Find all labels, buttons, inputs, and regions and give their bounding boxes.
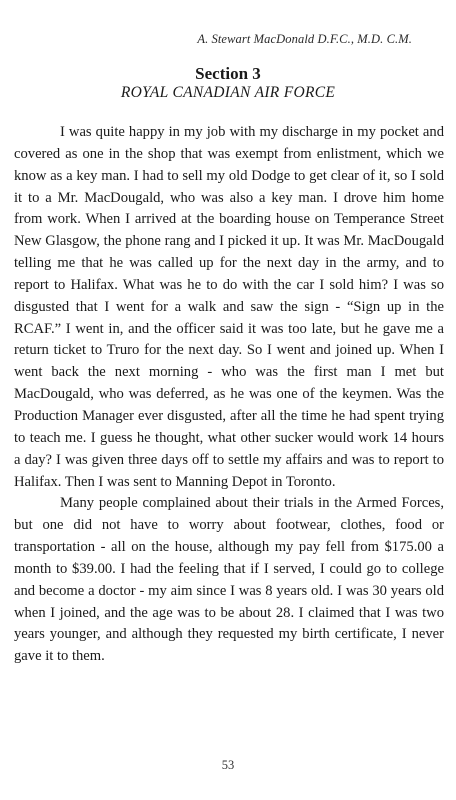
- paragraph: I was quite happy in my job with my discharge in my pocket and covered as one in the shop that was exempt from enlistment, which we know as a key man. I had to sell my old Dodge to get clear of it, so I sold it to a Mr. MacDougald, who was also a key man. I drove him home from work. When I arrived at the boarding house on Temperance Street New Glasgow, the phone rang and I picked it up. It was Mr. MacDougald telling me that he was called up for the next day in the army, and to report to Halifax. What was he to do with the car I sold him? I was so disgusted that I went for a walk and saw the sign - “Sign up in the RCAF.” I went in, and the officer said it was too late, but he gave me a return ticket to Truro for the next day. So I went and joined up. When I went back the next morning - who was the first man I met but MacDougald, who was deferred, as he was one of the keymen. Was the Production Manager ever disgusted, after all the time he had spent trying to teach me. I guess he thought, what other sucker would work 14 hours a day? I was given three days off to settle my affairs and was to report to Halifax. Then I was sent to Manning Depot in Toronto.: [14, 124, 444, 490]
- running-head: A. Stewart MacDonald D.F.C., M.D. C.M.: [197, 32, 412, 46]
- body-text: [14, 122, 444, 668]
- page-number: 53: [221, 758, 235, 772]
- paragraph: Many people complained about their trials in the Armed Forces, but one did not have to worry about footwear, clothes, food or transportation - all on the house, although my pay fell from $175.00 a month to $39.00. I had the feeling that if I served, I could go to college and become a doctor - my aim since I was 8 years old. I was 30 years old when I joined, and the age was to be about 28. I claimed that I was two years younger, and although they requested my birth certificate, I never gave it to them.: [14, 495, 444, 665]
- section-subtitle: ROYAL CANADIAN AIR FORCE: [120, 84, 336, 101]
- section-title: Section 3: [195, 64, 261, 83]
